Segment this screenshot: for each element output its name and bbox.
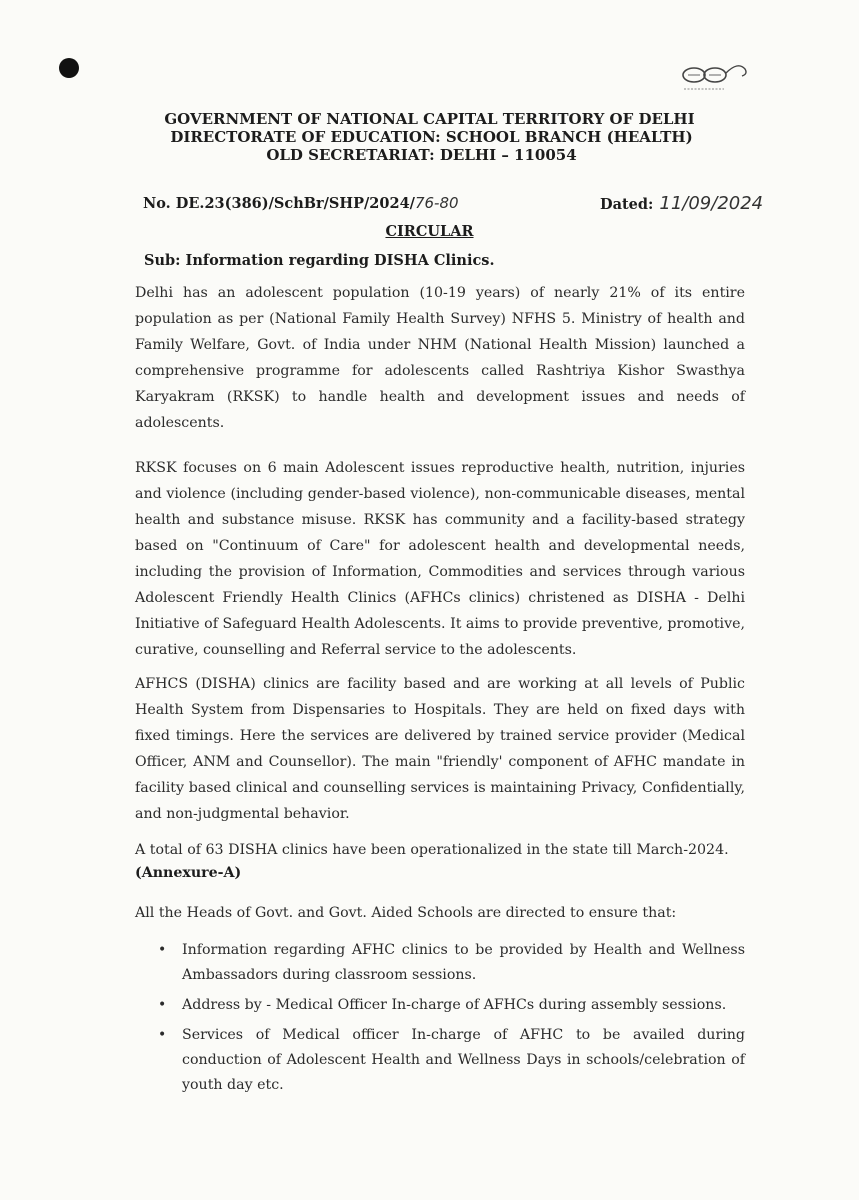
reference-number [143, 194, 459, 212]
swachh-bharat-logo [672, 60, 760, 96]
paragraph-adolescent-population: Delhi has an adolescent population (10-19 years) of nearly 21% of its entire population as per (National Family Health Survey) NFHS 5. Ministry of health and Family Welfare, Govt. of India under NHM (National Health Mission) launched a comprehensive programme for adolescents called Rashtriya Kishor Swasthya Karyakram (RKSK) to handle health and development issues and needs of adolescents. [135, 285, 745, 431]
paragraph-afhcs-disha: AFHCS (DISHA) clinics are facility based and are working at all levels of Public Health System from Dispensaries to Hospitals. They are held on fixed days with fixed timings. Here the services are delivered by trained service provider (Medical Officer, ANM and Counsellor). The main "friendly' component of AFHC mandate in facility based clinical and counselling services is maintaining Privacy, Confidentially, and non-judgmental behavior. [135, 676, 745, 822]
annexure-reference: (Annexure-A) [135, 865, 242, 881]
directive-bullet-list [135, 938, 745, 1103]
punch-hole-mark [59, 58, 79, 78]
bullet-text: Information regarding AFHC clinics to be provided by Health and Wellness Ambassadors during classroom sessions. [182, 942, 745, 983]
header-line-government: GOVERNMENT OF NATIONAL CAPITAL TERRITORY OF DELHI [164, 110, 695, 128]
list-item [135, 993, 745, 1018]
paragraph-rksk-focus: RKSK focuses on 6 main Adolescent issues reproductive health, nutrition, injuries and violence (including gender-based violence), non-communicable diseases, mental health and substance misuse. RKSK has community and a facility-based strategy based on "Continuum of Care" for adolescent health and developmental needs, including the provision of Information, Commodities and services through various Adolescent Friendly Health Clinics (AFHCs clinics) christened as DISHA - Delhi Initiative of Safeguard Health Adolescents. It aims to provide preventive, promotive, curative, counselling and Referral service to the adolescents. [135, 460, 745, 658]
dated-field [600, 193, 763, 214]
header-line-directorate: DIRECTORATE OF EDUCATION: SCHOOL BRANCH (HEALTH) [170, 128, 693, 146]
bullet-icon: • [158, 997, 167, 1013]
paragraph-total-clinics: A total of 63 DISHA clinics have been operationalized in the state till March-2024. [135, 842, 729, 858]
header-line-address: OLD SECRETARIAT: DELHI – 110054 [266, 146, 577, 164]
subject-line: Sub: Information regarding DISHA Clinics. [144, 252, 495, 269]
bullet-text: Address by - Medical Officer In-charge of AFHCs during assembly sessions. [182, 997, 727, 1013]
paragraph-directive: All the Heads of Govt. and Govt. Aided Schools are directed to ensure that: [135, 905, 677, 921]
dated-label: Dated: [600, 196, 654, 213]
list-item [135, 938, 745, 988]
circular-title: CIRCULAR [385, 223, 474, 240]
reference-number-handwritten: 76-80 [414, 194, 459, 212]
list-item [135, 1023, 745, 1098]
dated-handwritten-value: 11/09/2024 [659, 193, 764, 214]
bullet-icon: • [158, 1027, 167, 1043]
bullet-icon: • [158, 942, 167, 958]
reference-number-printed: No. DE.23(386)/SchBr/SHP/2024/ [143, 195, 415, 212]
bullet-text: Services of Medical officer In-charge of AFHC to be availed during conduction of Adolescent Health and Wellness Days in schools/celebration of youth day etc. [182, 1027, 745, 1093]
